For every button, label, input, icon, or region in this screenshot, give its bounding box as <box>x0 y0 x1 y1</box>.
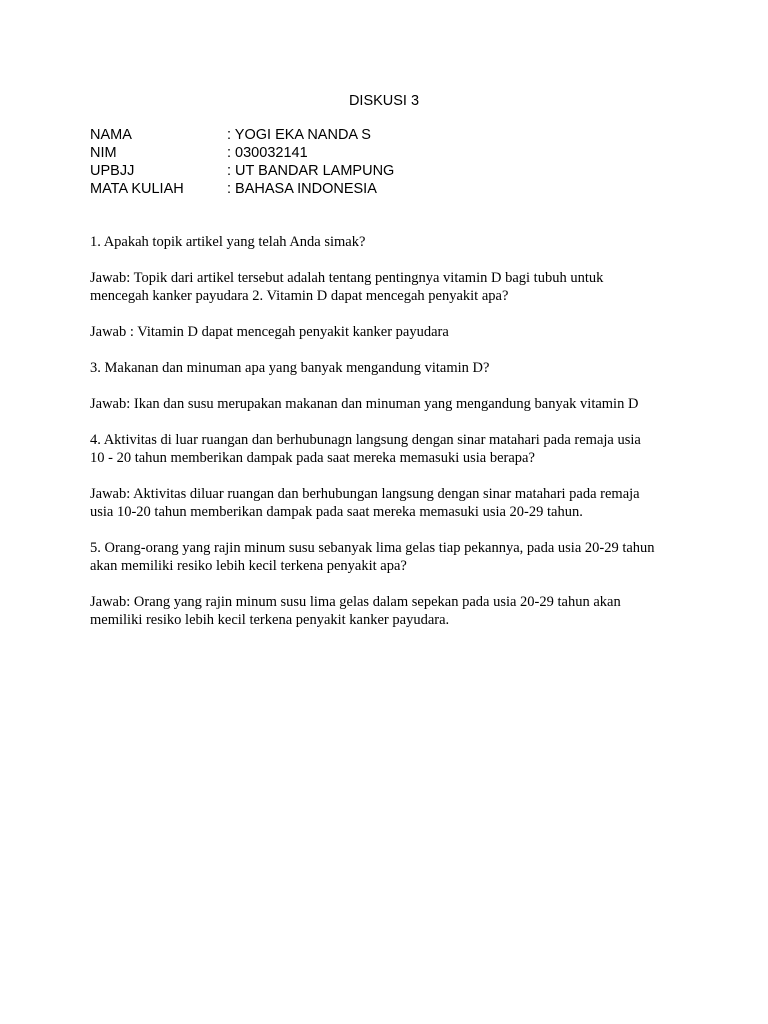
info-label: NAMA <box>90 127 132 143</box>
info-value: : 030032141 <box>227 145 308 161</box>
text-line: 1. Apakah topik artikel yang telah Anda simak? <box>90 234 366 250</box>
info-label: MATA KULIAH <box>90 181 184 197</box>
answer-3 <box>90 395 690 413</box>
question-5 <box>90 539 690 575</box>
text-line: Jawab: Topik dari artikel tersebut adalah tentang pentingnya vitamin D bagi tubuh untuk <box>90 270 604 286</box>
text-line: 3. Makanan dan minuman apa yang banyak mengandung vitamin D? <box>90 360 490 376</box>
info-row-nim <box>90 144 394 162</box>
info-value: : YOGI EKA NANDA S <box>227 127 371 143</box>
text-line: mencegah kanker payudara 2. Vitamin D dapat mencegah penyakit apa? <box>90 288 509 304</box>
text-line: Jawab: Orang yang rajin minum susu lima gelas dalam sepekan pada usia 20-29 tahun akan <box>90 594 621 610</box>
answer-1 <box>90 269 690 305</box>
info-label: UPBJJ <box>90 163 135 179</box>
text-line: akan memiliki resiko lebih kecil terkena penyakit apa? <box>90 558 407 574</box>
text-line: Jawab : Vitamin D dapat mencegah penyakit kanker payudara <box>90 324 449 340</box>
text-line: Jawab: Ikan dan susu merupakan makanan dan minuman yang mengandung banyak vitamin D <box>90 396 639 412</box>
question-1 <box>90 233 690 251</box>
document-title: DISKUSI 3 <box>348 93 420 109</box>
info-label: NIM <box>90 145 117 161</box>
question-4 <box>90 431 690 467</box>
answer-4 <box>90 485 690 521</box>
info-value: : UT BANDAR LAMPUNG <box>227 163 395 179</box>
info-row-name <box>90 126 394 144</box>
text-line: 5. Orang-orang yang rajin minum susu sebanyak lima gelas tiap pekannya, pada usia 20-29 tahun <box>90 540 655 556</box>
info-row-course <box>90 180 394 198</box>
text-line: memiliki resiko lebih kecil terkena penyakit kanker payudara. <box>90 612 450 628</box>
document-body <box>90 233 690 629</box>
info-row-upbjj <box>90 162 394 180</box>
student-info <box>90 126 394 198</box>
answer-5 <box>90 593 690 629</box>
answer-2 <box>90 323 690 341</box>
text-line: 4. Aktivitas di luar ruangan dan berhubunagn langsung dengan sinar matahari pada remaja usia <box>90 432 641 448</box>
info-value: : BAHASA INDONESIA <box>227 181 377 197</box>
text-line: usia 10-20 tahun memberikan dampak pada saat mereka memasuki usia 20-29 tahun. <box>90 504 583 520</box>
text-line: 10 - 20 tahun memberikan dampak pada saat mereka memasuki usia berapa? <box>90 450 535 466</box>
text-line: Jawab: Aktivitas diluar ruangan dan berhubungan langsung dengan sinar matahari pada remaja <box>90 486 640 502</box>
question-3 <box>90 359 690 377</box>
